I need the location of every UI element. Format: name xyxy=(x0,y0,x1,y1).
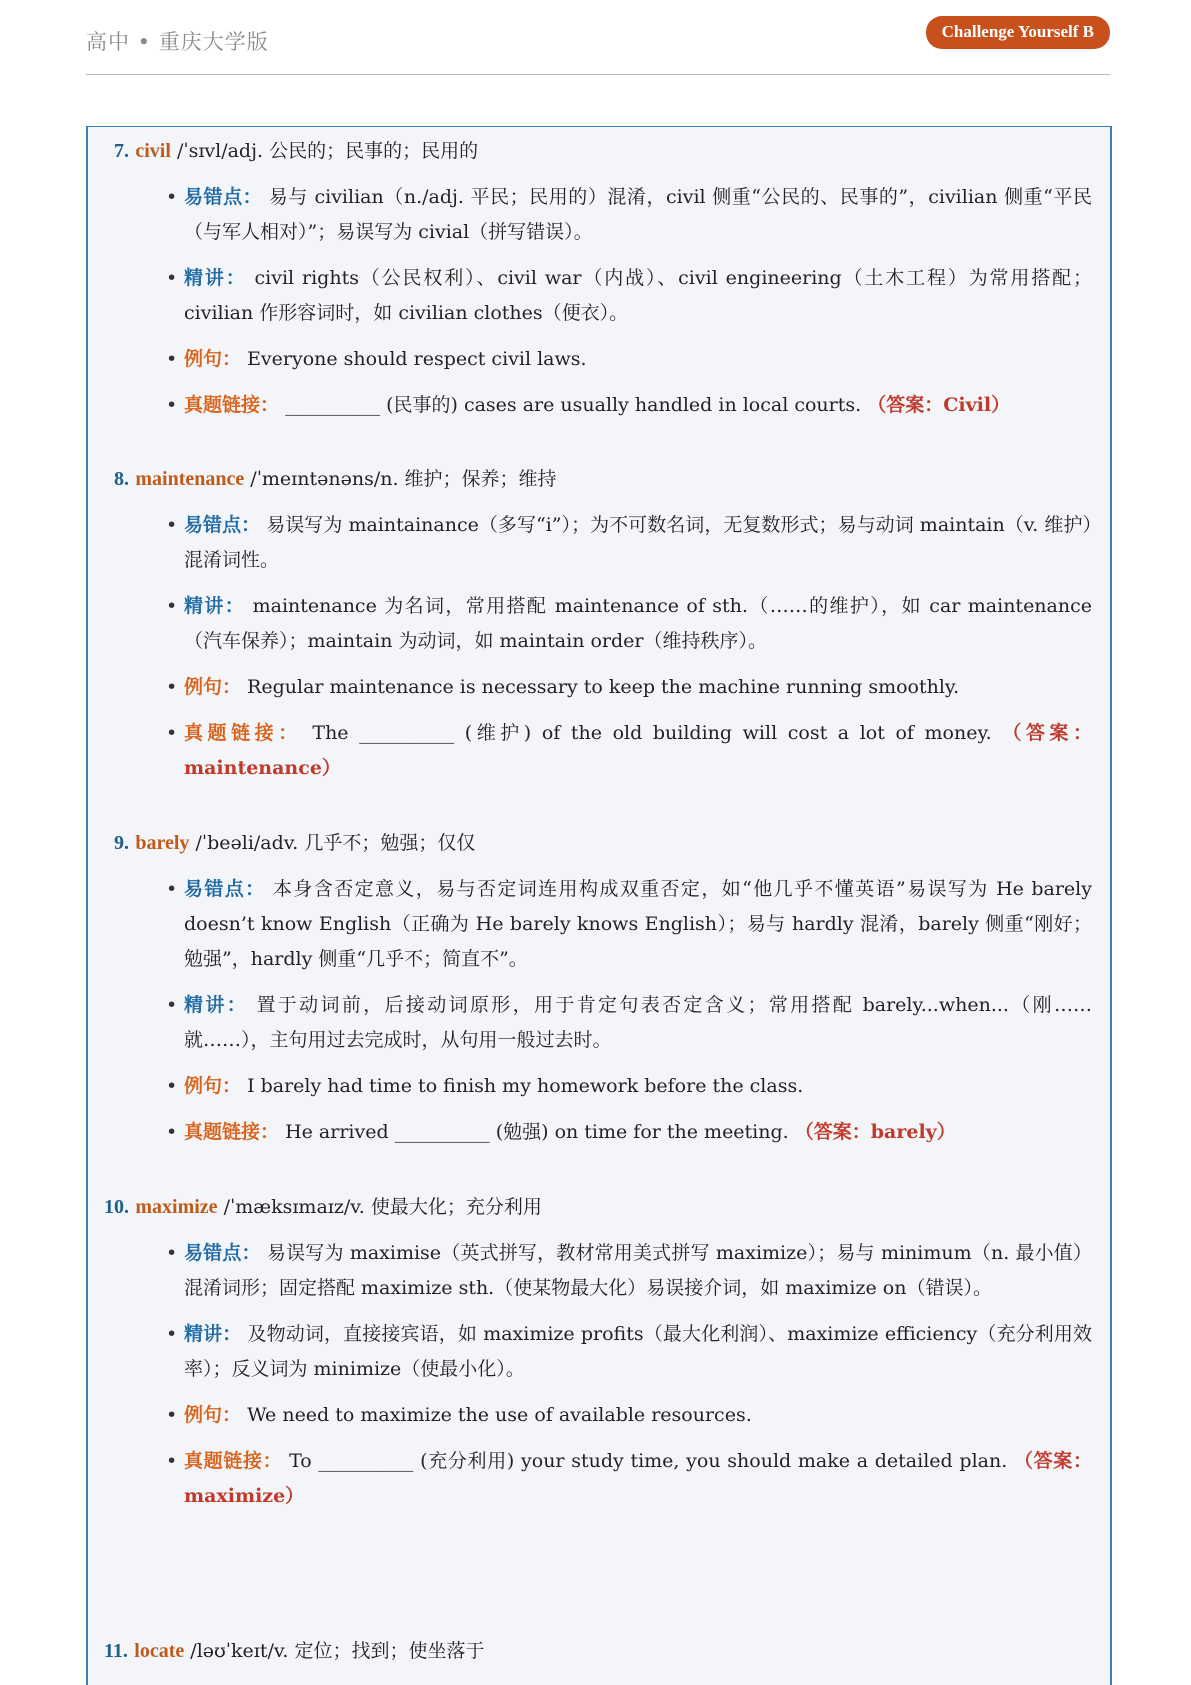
explanation xyxy=(88,261,1110,331)
exam-link xyxy=(88,1444,1110,1514)
exam-link xyxy=(88,388,1110,423)
entry-civil xyxy=(88,135,1110,423)
answer-open: （答案： xyxy=(794,1121,871,1143)
entry-definition: /ˈmæksɪmaɪz/v. 使最大化；充分利用 xyxy=(217,1196,542,1218)
example-label: 例句： xyxy=(184,1075,242,1097)
explanation xyxy=(88,1317,1110,1387)
answer-close: ） xyxy=(321,757,341,779)
example-label: 例句： xyxy=(184,676,242,698)
entry-heading xyxy=(88,827,1110,858)
example-text: Everyone should respect civil laws. xyxy=(247,348,587,370)
explanation xyxy=(88,589,1110,659)
explanation-label: 精讲： xyxy=(184,1323,242,1345)
explanation-text: 置于动词前，后接动词原形，用于肯定句表否定含义；常用搭配 barely...when...（刚……就……），主句用过去完成时，从句用一般过去时。 xyxy=(184,994,1092,1051)
error-label: 易错点： xyxy=(184,1242,261,1264)
bullet-dot: • xyxy=(166,1323,178,1345)
example xyxy=(88,670,1110,705)
entry-word: barely xyxy=(135,832,190,854)
header-divider xyxy=(86,74,1110,75)
exam-link-label: 真题链接： xyxy=(184,1121,280,1143)
section-badge: Challenge Yourself B xyxy=(926,16,1110,49)
exam-link-label: 真题链接： xyxy=(184,394,280,416)
answer-close: ） xyxy=(285,1485,305,1507)
bullet-dot: • xyxy=(166,186,178,208)
entry-word: maintenance xyxy=(135,468,245,490)
bullet-dot: • xyxy=(166,1242,178,1264)
entry-word: maximize xyxy=(135,1196,218,1218)
bullet-dot: • xyxy=(166,1450,178,1472)
example-text: We need to maximize the use of available resources. xyxy=(247,1404,752,1426)
entry-number: 11. xyxy=(104,1640,128,1662)
error-point xyxy=(88,1236,1110,1306)
entry-heading xyxy=(88,1191,1110,1222)
example xyxy=(88,1069,1110,1104)
entry-number: 10. xyxy=(104,1196,129,1218)
page-header xyxy=(86,14,1110,76)
exam-link-text: To __________ (充分利用) your study time, you should make a detailed plan. xyxy=(289,1450,1008,1472)
error-text: 本身含否定意义，易与否定词连用构成双重否定，如“他几乎不懂英语”易误写为 He barely doesn’t know English（正确为 He barely knows English）；易与 hardly 混淆，barely 侧重“刚好；勉强”，hardly 侧重“几乎不；简直不”。 xyxy=(184,878,1092,970)
entry-definition: /ˈmeɪntənəns/n. 维护；保养；维持 xyxy=(244,468,557,490)
error-label: 易错点： xyxy=(184,514,261,536)
error-point xyxy=(88,180,1110,250)
exam-link-text: __________ (民事的) cases are usually handled in local courts. xyxy=(285,394,862,416)
explanation-text: 及物动词，直接接宾语，如 maximize profits（最大化利润）、maximize efficiency（充分利用效率）；反义词为 minimize（使最小化）。 xyxy=(184,1323,1092,1380)
exam-link xyxy=(88,716,1110,786)
example xyxy=(88,1398,1110,1433)
entry-maximize xyxy=(88,1191,1110,1514)
book-title: 高中 • 重庆大学版 xyxy=(86,30,269,54)
explanation-text: civil rights（公民权利）、civil war（内战）、civil engineering（土木工程）为常用搭配；civilian 作形容词时，如 civilian clothes（便衣）。 xyxy=(184,267,1092,324)
bullet-dot: • xyxy=(166,348,178,370)
example-label: 例句： xyxy=(184,1404,242,1426)
entry-definition: /ˈsɪvl/adj. 公民的；民事的；民用的 xyxy=(170,140,479,162)
bullet-dot: • xyxy=(166,595,178,617)
entry-number: 8. xyxy=(114,468,129,490)
answer-open: （答案： xyxy=(867,394,944,416)
entry-heading xyxy=(88,1635,1110,1666)
example-text: I barely had time to finish my homework before the class. xyxy=(247,1075,804,1097)
entry-word: civil xyxy=(135,140,171,162)
error-text: 易与 civilian（n./adj. 平民；民用的）混淆，civil 侧重“公民的、民事的”，civilian 侧重“平民（与军人相对）”；易误写为 civial（拼写错误）。 xyxy=(184,186,1092,243)
bullet-dot: • xyxy=(166,722,178,744)
exam-link-label: 真题链接： xyxy=(184,1450,283,1472)
explanation xyxy=(88,988,1110,1058)
entry-locate xyxy=(88,1635,1110,1666)
exam-link xyxy=(88,1115,1110,1150)
example-text: Regular maintenance is necessary to keep the machine running smoothly. xyxy=(247,676,960,698)
answer-word: barely xyxy=(870,1121,937,1143)
explanation-text: maintenance 为名词，常用搭配 maintenance of sth.（……的维护），如 car maintenance（汽车保养）；maintain 为动词，如 maintain order（维持秩序）。 xyxy=(184,595,1092,652)
entry-barely xyxy=(88,827,1110,1150)
answer-open: （答案： xyxy=(1013,1450,1092,1472)
explanation-label: 精讲： xyxy=(184,595,246,617)
bullet-dot: • xyxy=(166,1075,178,1097)
vocabulary-panel xyxy=(86,126,1112,1685)
entry-heading xyxy=(88,463,1110,494)
entry-maintenance xyxy=(88,463,1110,786)
error-text: 易误写为 maintainance（多写“i”）；为不可数名词，无复数形式；易与动词 maintain（v. 维护）混淆词性。 xyxy=(184,514,1092,571)
exam-link-label: 真题链接： xyxy=(184,722,302,744)
answer-word: maintenance xyxy=(184,757,322,779)
example xyxy=(88,342,1110,377)
exam-link-text: He arrived __________ (勉强) on time for the meeting. xyxy=(285,1121,789,1143)
entry-heading xyxy=(88,135,1110,166)
entry-definition: /ləʊˈkeɪt/v. 定位；找到；使坐落于 xyxy=(184,1640,485,1662)
bullet-dot: • xyxy=(166,267,178,289)
answer-word: Civil xyxy=(943,394,992,416)
error-label: 易错点： xyxy=(184,878,266,900)
exam-link-text: The __________ (维护) of the old building will cost a lot of money. xyxy=(312,722,992,744)
bullet-dot: • xyxy=(166,676,178,698)
explanation-label: 精讲： xyxy=(184,994,249,1016)
error-text: 易误写为 maximise（英式拼写，教材常用美式拼写 maximize）；易与 minimum（n. 最小值）混淆词形；固定搭配 maximize sth.（使某物最大化）易误接介词，如 maximize on（错误）。 xyxy=(184,1242,1092,1299)
explanation-label: 精讲： xyxy=(184,267,247,289)
answer-word: maximize xyxy=(184,1485,286,1507)
entry-word: locate xyxy=(134,1640,185,1662)
bullet-dot: • xyxy=(166,878,178,900)
entry-number: 7. xyxy=(114,140,129,162)
example-label: 例句： xyxy=(184,348,242,370)
bullet-dot: • xyxy=(166,514,178,536)
bullet-dot: • xyxy=(166,394,178,416)
error-label: 易错点： xyxy=(184,186,263,208)
entry-number: 9. xyxy=(114,832,129,854)
bullet-dot: • xyxy=(166,1121,178,1143)
bullet-dot: • xyxy=(166,994,178,1016)
entry-definition: /ˈbeəli/adv. 几乎不；勉强；仅仅 xyxy=(189,832,476,854)
error-point xyxy=(88,872,1110,977)
answer-close: ） xyxy=(991,394,1011,416)
answer-open: （答案： xyxy=(1002,722,1092,744)
error-point xyxy=(88,508,1110,578)
bullet-dot: • xyxy=(166,1404,178,1426)
answer-close: ） xyxy=(936,1121,956,1143)
